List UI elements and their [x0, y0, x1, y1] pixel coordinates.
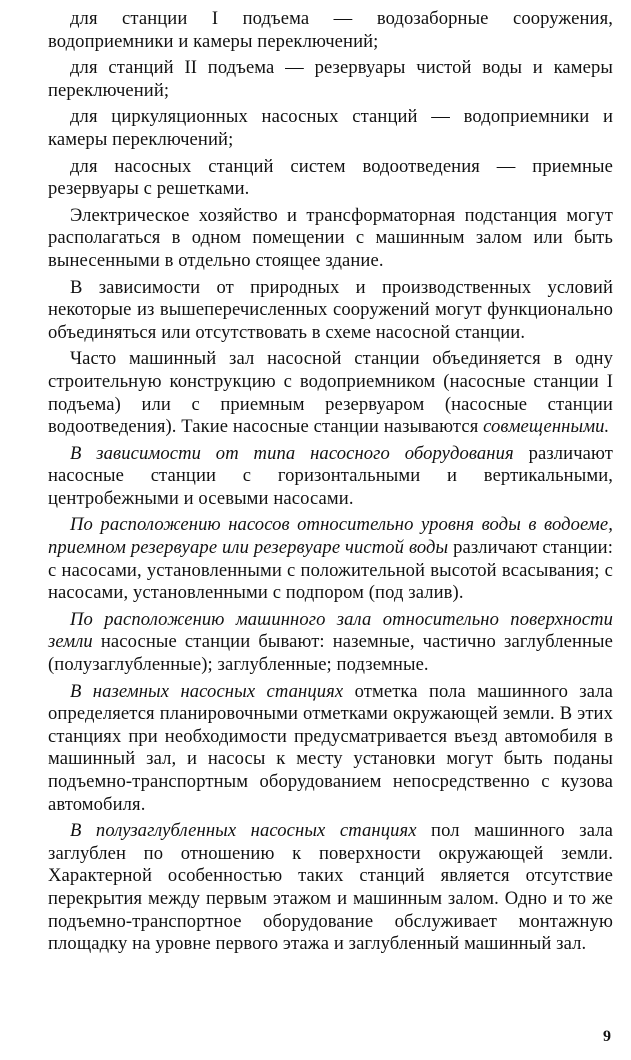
paragraph-12 [48, 820, 613, 956]
italic-heading-run: По расположению машинного зала относительно поверхности земли [48, 608, 613, 653]
text-run: для циркуляционных насосных станций — водоприемники и камеры переключений; [48, 106, 613, 150]
text-run: различают насосные станции с горизонтальными и вертикальными, центробежными и осевыми насосами. [48, 442, 613, 509]
paragraph-4 [48, 156, 613, 201]
text-run: Электрическое хозяйство и трансформаторная подстанция могут располагаться в одном помещении с машинным залом или быть вынесенными в отдельно стоящее здание. [48, 204, 613, 271]
text-run: для станций II подъема — резервуары чистой воды и камеры переключений; [48, 57, 613, 101]
italic-term: совмещенными. [483, 416, 610, 438]
text-run: для насосных станций систем водоотведения — приемные резервуары с решетками. [48, 155, 613, 200]
text-run: насосные станции бывают: наземные, частично заглубленные (полузаглубленные); заглубленные; подземные. [48, 631, 613, 676]
page-text-block [48, 8, 613, 960]
paragraph-6 [48, 277, 613, 345]
paragraph-3 [48, 106, 613, 151]
italic-heading-run: По расположению насосов относительно уровня воды в водоеме, приемном резервуаре или резервуаре чистой воды [48, 514, 613, 559]
italic-heading-run: В полузаглубленных насосных станциях [70, 820, 417, 842]
page-number: 9 [603, 1028, 611, 1045]
paragraph-1 [48, 8, 613, 53]
paragraph-9 [48, 514, 613, 604]
text-run: Часто машинный зал насосной станции объединяется в одну строительную конструкцию с водоприемником (насосные станции I подъема) или с приемным резервуаром (насосные станции водоотведения). Такие насосные станции называются [48, 348, 613, 438]
italic-heading-run: В наземных насосных станциях [70, 680, 344, 702]
italic-heading-run: В зависимости от типа насосного оборудования [70, 442, 514, 464]
paragraph-7 [48, 348, 613, 438]
text-run: В зависимости от природных и производственных условий некоторые из вышеперечисленных сооружений могут функционально объединяться или отсутствовать в схеме насосной станции. [48, 276, 613, 343]
text-run: для станции I подъема — водозаборные сооружения, водоприемники и камеры переключений; [48, 8, 613, 52]
text-run: различают станции: с насосами, установленными с положительной высотой всасывания; с насосами, установленными с подпором (под залив). [48, 537, 613, 604]
text-run: пол машинного зала заглублен по отношению к поверхности окружающей земли. Характерной особенностью таких станций является отсутствие перекрытия между первым этажом и машинным залом. Одно и то же подъемно-транспортное оборудование обслуживает монтажную площадку на уровне первого этажа и заглубленный машинный зал. [48, 820, 613, 955]
paragraph-2 [48, 57, 613, 102]
paragraph-11 [48, 681, 613, 817]
paragraph-5 [48, 205, 613, 273]
paragraph-8 [48, 443, 613, 511]
paragraph-10 [48, 609, 613, 677]
text-run: отметка пола машинного зала определяется планировочными отметками окружающей земли. В этих станциях при необходимости предусматривается въезд автомобиля в машинный зал, и насосы к месту установки могут быть поданы подъемно-транспортным оборудованием непосредственно с кузова автомобиля. [48, 680, 613, 815]
